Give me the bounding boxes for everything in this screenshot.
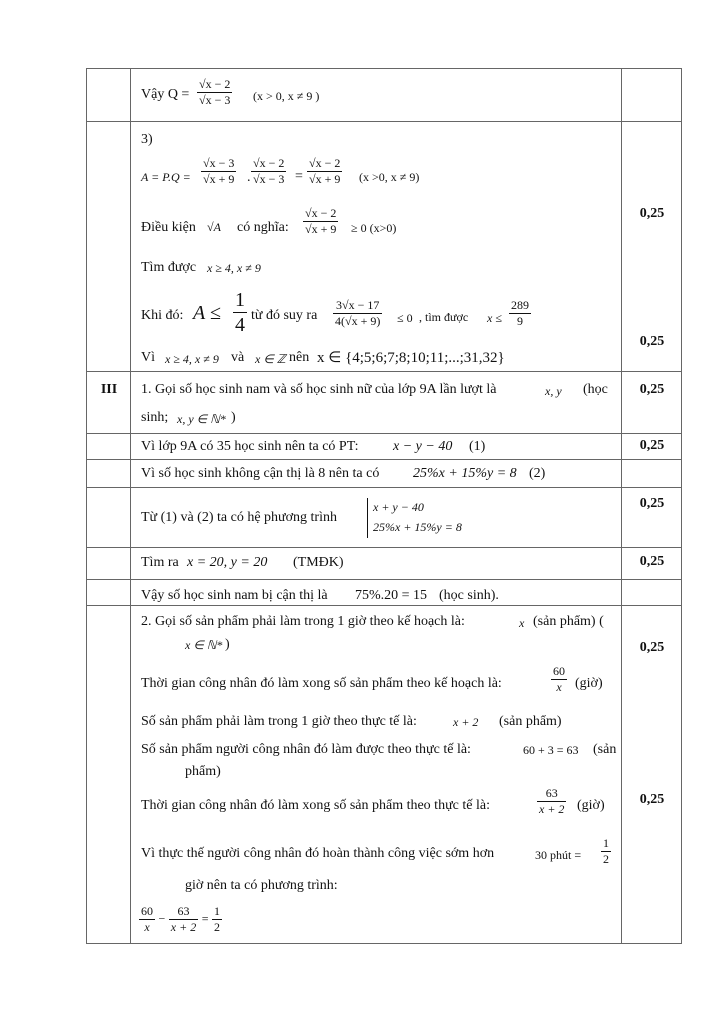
vi-nen: nên	[289, 350, 310, 365]
a-eq-condition: (x >0, x ≠ 9)	[359, 170, 420, 184]
table-row: Vậy số học sinh nam bị cận thị là 75%.20 = 15 (học sinh).	[86, 580, 682, 606]
khi-label: Khi đó:	[141, 308, 184, 323]
q-fraction: $\frac{√x - 2}{√x - 3}$	[199, 77, 231, 107]
vay-label: Vậy số học sinh nam bị cận thị là	[141, 588, 328, 603]
score: 0,25	[639, 206, 665, 221]
pt2-label: Vì số học sinh không cận thị là 8 nên ta có	[141, 466, 380, 481]
score: 0,25	[639, 382, 665, 397]
tim-ra-label: Tìm ra	[141, 555, 179, 570]
khi-result: $\frac{289}{9}$	[511, 298, 529, 328]
pt1-eq: x − y − 40	[393, 439, 453, 454]
score: 0,25	[639, 334, 665, 349]
a-eq-lhs: A = P.Q =	[141, 170, 191, 184]
tim-ra-values: x = 20, y = 20	[187, 555, 268, 570]
he-label: Từ (1) và (2) ta có hệ phương trình	[141, 510, 337, 525]
q1-sinh: sinh;	[141, 410, 169, 425]
khi-a: A ≤	[193, 302, 221, 324]
a-eq-frac1: $\frac{√x - 3}{√x + 9}$	[203, 156, 235, 186]
khi-post: , tìm được	[419, 310, 469, 324]
khi-quarter: $\frac{1}{4}$	[235, 289, 245, 336]
a-eq-frac3: $\frac{√x - 2}{√x + 9}$	[309, 156, 341, 186]
dk-sqrt-a: √A	[207, 220, 221, 234]
q2-line6: Thời gian công nhân đó làm xong số sản phẩm theo thực tế là:	[141, 798, 490, 813]
table-row: Vì số học sinh không cận thị là 8 nên ta có 25%x + 15%y = 8 (2)	[86, 460, 682, 488]
he-eq1: x + y − 40	[373, 500, 424, 514]
q2-line8: giờ nên ta có phương trình:	[185, 878, 338, 893]
score: 0,25	[639, 554, 665, 569]
q2-equation: $\frac{60}{x}$ − $\frac{63}{x + 2}$ = $\frac{1}{2}$	[141, 904, 220, 934]
he-eq2: 25%x + 15%y = 8	[373, 520, 462, 534]
score: 0,25	[639, 792, 665, 807]
table-row: Vì lớp 9A có 35 học sinh nên ta có PT: x − y − 40 (1) 0,25	[86, 434, 682, 460]
khi-ineq: ≤ 0	[397, 311, 413, 325]
dk-post: ≥ 0 (x>0)	[351, 221, 397, 235]
q-condition: (x > 0, x ≠ 9 )	[253, 89, 320, 103]
a-eq-frac2: $\frac{√x - 2}{√x - 3}$	[253, 156, 285, 186]
khi-mid: từ đó suy ra	[251, 308, 318, 323]
dk-label: Điều kiện	[141, 220, 196, 235]
dk-mid: có nghĩa:	[237, 220, 289, 235]
khi-x: x ≤	[487, 311, 502, 325]
part-3-label: 3)	[141, 132, 153, 147]
system-brace	[367, 498, 368, 538]
score: 0,25	[639, 640, 665, 655]
pt1-label: Vì lớp 9A có 35 học sinh nên ta có PT:	[141, 439, 359, 454]
score: 0,25	[639, 496, 665, 511]
q1-hoc: (học	[583, 382, 608, 397]
table-row	[86, 68, 682, 122]
q2-line1: 2. Gọi số sản phẩm phải làm trong 1 giờ theo kế hoạch là:	[141, 614, 465, 629]
score: 0,25	[639, 438, 665, 453]
vi-set: x ∈ {4;5;6;7;8;10;11;...;31,32}	[317, 350, 505, 366]
table-row	[86, 488, 682, 548]
table-row: 3) A = P.Q = $\frac{√x - 3}{√x + 9}$ . $\frac{√x - 2}{√x - 3}$ = $\frac{√x - 2}{√x + 9}$ (x >0, x ≠ 9) Điều kiện √A có nghĩa: $\frac{√x - 2}{√x + 9}$ ≥ 0 (x>0) Tìm được x ≥ 4, x ≠ 9 Khi đó: A ≤ $\frac{1}{4}$ từ đó suy ra $\frac{3√x - 17}{4(√x + 9)}$ ≤ 0 , tìm được x ≤ $\frac{289}{9}$ Vì x ≥ 4, x ≠ 9 và x ∈ ℤ nên x ∈ {4;5;6;7;8;10;11;...;31,32} 0,25 0,25	[86, 122, 682, 372]
section-number: III	[100, 382, 118, 397]
q1-domain: x, y ∈ ℕ*	[177, 412, 226, 426]
q1-line1: 1. Gọi số học sinh nam và số học sinh nữ của lớp 9A lần lượt là	[141, 382, 497, 397]
q2-domain: x ∈ ℕ*	[185, 638, 223, 652]
q1-xy: x, y	[545, 384, 562, 398]
vi-cond2: x ∈ ℤ	[255, 352, 286, 366]
vi-cond1: x ≥ 4, x ≠ 9	[165, 352, 219, 366]
q2-line3: Thời gian công nhân đó làm xong số sản phẩm theo kế hoạch là:	[141, 676, 502, 691]
pt2-eq: 25%x + 15%y = 8	[413, 466, 517, 481]
table-row: 2. Gọi số sản phẩm phải làm trong 1 giờ theo kế hoạch là: x (sản phẩm) ( x ∈ ℕ* ) Thời gian công nhân đó làm xong số sản phẩm theo kế hoạch là: $\frac{60}{x}$ (giờ) Số sản phẩm phải làm trong 1 giờ theo thực tế là: x + 2 (sản phẩm) Số sản phẩm người công nhân đó làm được theo thực tế là: 60 + 3 = 63 (sản phẩm) Thời gian công nhân đó làm xong số sản phẩm theo thực tế là: $\frac{63}{x + 2}$ (giờ) Vì thực thế người công nhân đó hoàn thành công việc sớm hơn 30 phút = $\frac{1}{2}$ giờ nên ta có phương trình: $\frac{60}{x}$ − $\frac{63}{x + 2}$ = $\frac{1}{2}$ 0,25 0,25	[86, 606, 682, 944]
tim-value: x ≥ 4, x ≠ 9	[207, 261, 261, 275]
q2-line7: Vì thực thế người công nhân đó hoàn thành công việc sớm hơn	[141, 846, 495, 861]
vi-and: và	[231, 350, 245, 365]
q2-line5: Số sản phẩm người công nhân đó làm được theo thực tế là:	[141, 742, 471, 757]
vay-value: 75%.20 = 15	[355, 588, 428, 603]
khi-fraction: $\frac{3√x - 17}{4(√x + 9)}$	[335, 298, 381, 328]
dk-fraction: $\frac{√x - 2}{√x + 9}$	[305, 206, 337, 236]
vi-label: Vì	[141, 350, 155, 365]
tim-ra-cond: (TMĐK)	[293, 555, 344, 570]
q2-line4: Số sản phẩm phải làm trong 1 giờ theo thực tế là:	[141, 714, 417, 729]
table-row: III 1. Gọi số học sinh nam và số học sinh nữ của lớp 9A lần lượt là x, y (học sinh; x, y ∈ ℕ* ) 0,25	[86, 372, 682, 434]
table-row	[86, 548, 682, 580]
tim-label: Tìm được	[141, 260, 197, 275]
vay-q-label: Vậy Q =	[141, 87, 190, 102]
